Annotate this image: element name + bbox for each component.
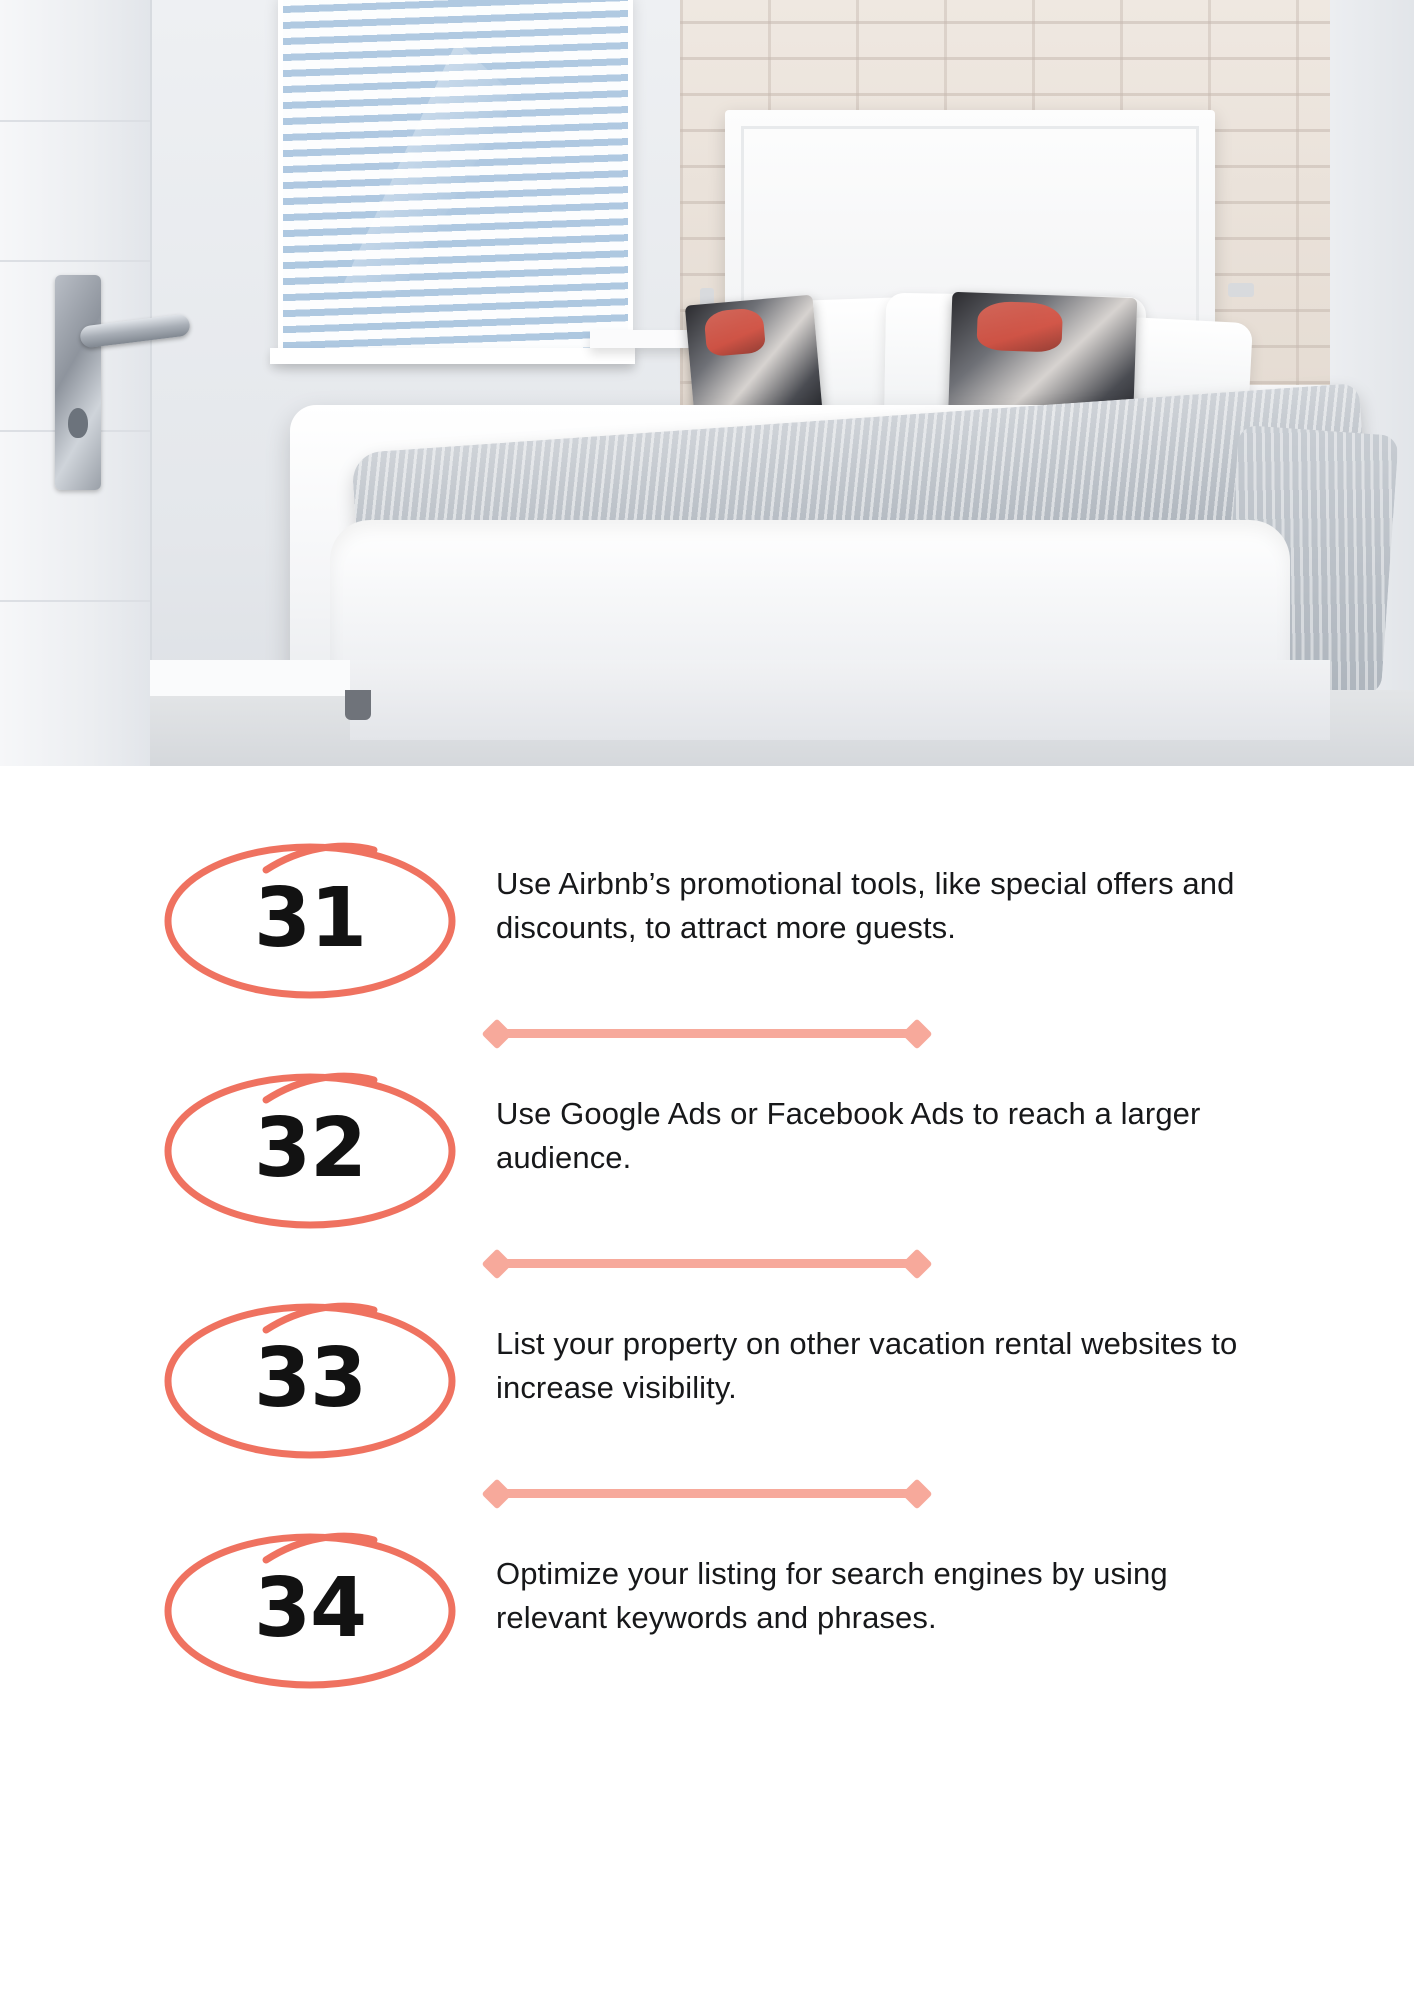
bed-leg [345,690,371,720]
tips-list [0,766,1414,1701]
list-item [0,1286,1414,1471]
divider-bar [497,1029,917,1038]
window-sill [270,348,635,364]
tip-number: 32 [253,1101,367,1196]
number-badge [150,1056,470,1241]
tip-number: 31 [253,871,367,966]
tip-number: 33 [253,1331,367,1426]
wall-lamp-right-icon [1228,283,1254,297]
keyhole-icon [68,408,88,438]
baseboard [150,660,350,696]
window-icon [278,0,633,362]
number-badge [150,826,470,1011]
list-item [0,1056,1414,1241]
list-item [0,1516,1414,1701]
bed-base [350,660,1330,740]
divider-bar [497,1489,917,1498]
tip-number: 34 [253,1561,367,1656]
number-badge [150,1516,470,1701]
tip-text: Use Airbnb’s promotional tools, like special offers and discounts, to attract more guests. [496,866,1235,946]
list-item [0,826,1414,1011]
divider-bar [497,1259,917,1268]
tip-text: Optimize your listing for search engines by using relevant keywords and phrases. [496,1556,1168,1636]
bedroom-scene [0,0,1414,766]
number-badge [150,1286,470,1471]
divider [0,1471,1414,1516]
divider [0,1241,1414,1286]
tip-text: List your property on other vacation rental websites to increase visibility. [496,1326,1238,1406]
hero-image [0,0,1414,766]
divider [0,1011,1414,1056]
tip-text: Use Google Ads or Facebook Ads to reach a larger audience. [496,1096,1201,1176]
door-handle-plate [55,275,101,490]
